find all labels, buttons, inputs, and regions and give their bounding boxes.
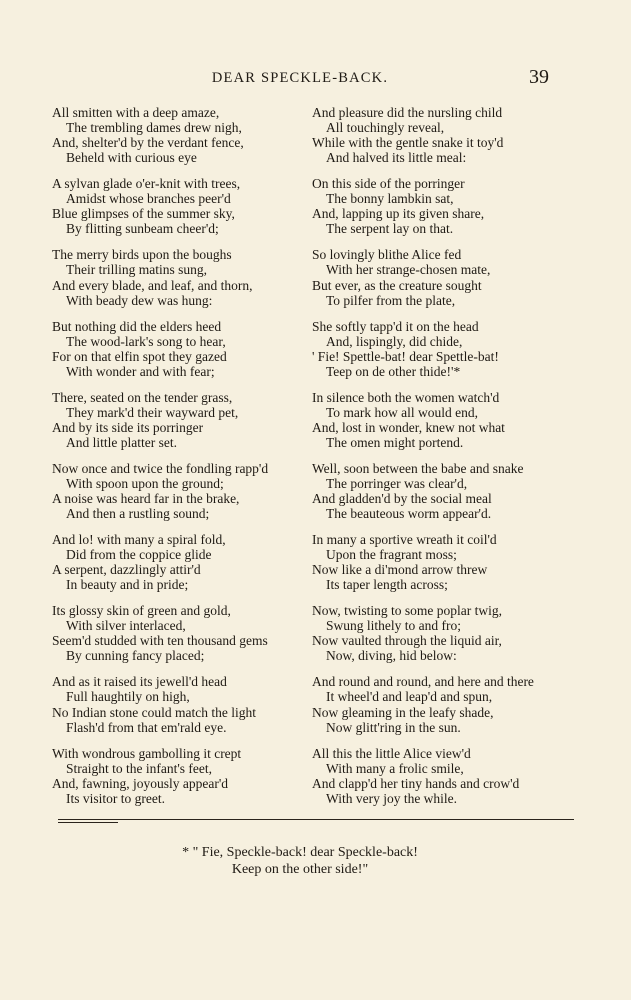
verse-line: To pilfer from the plate, (326, 292, 456, 308)
verse-line: Straight to the infant's feet, (66, 760, 213, 776)
verse-line: The bonny lambkin sat, (326, 191, 454, 207)
verse-line: Amidst whose branches peer'd (66, 191, 231, 207)
verse-line: All touchingly reveal, (326, 120, 445, 136)
verse-line: On this side of the porringer (312, 176, 465, 192)
verse-line: It wheel'd and leap'd and spun, (326, 689, 493, 705)
verse-line: With very joy the while. (326, 790, 458, 806)
verse-line: To mark how all would end, (326, 404, 479, 420)
verse-line: But nothing did the elders heed (52, 318, 222, 334)
verse-line: And by its side its porringer (52, 419, 204, 435)
verse-line: The trembling dames drew nigh, (66, 120, 242, 136)
running-header: DEAR SPECKLE-BACK. (211, 70, 389, 86)
verse-line: A sylvan glade o'er-knit with trees, (52, 176, 241, 192)
verse-line: They mark'd their wayward pet, (66, 404, 239, 420)
stanza (312, 247, 562, 307)
verse-line: Its glossy skin of green and gold, (52, 603, 231, 619)
verse-line: No Indian stone could match the light (52, 704, 256, 720)
right-column (312, 105, 562, 817)
verse-line: And lo! with many a spiral fold, (52, 532, 226, 548)
footnote-line: * " Fie, Speckle-back! dear Speckle-back! (182, 845, 418, 860)
stanza (52, 247, 302, 307)
stanza (312, 674, 562, 734)
verse-line: And clapp'd her tiny hands and crow'd (312, 775, 520, 791)
stanza (312, 319, 562, 379)
stanza (312, 532, 562, 592)
verse-line: With wondrous gambolling it crept (52, 745, 242, 761)
stanza (52, 319, 302, 379)
verse-line: All smitten with a deep amaze, (52, 105, 220, 120)
verse-line: Now gleaming in the leafy shade, (312, 704, 494, 720)
verse-line: The omen might portend. (326, 434, 464, 450)
stanza (312, 105, 562, 165)
verse-line: Well, soon between the babe and snake (312, 460, 524, 476)
verse-line: Beheld with curious eye (66, 150, 197, 166)
verse-line: The serpent lay on that. (326, 221, 454, 237)
verse-line: The beauteous worm appear'd. (326, 506, 492, 522)
stanza (52, 532, 302, 592)
verse-line: And little platter set. (66, 434, 177, 450)
stanza (52, 105, 302, 165)
verse-line: Blue glimpses of the summer sky, (52, 206, 235, 222)
verse-line: Now glitt'ring in the sun. (326, 719, 461, 735)
verse-line: The porringer was clear'd, (326, 475, 468, 491)
stanza (312, 176, 562, 236)
verse-line: And, lost in wonder, knew not what (312, 419, 505, 435)
verse-line: And, shelter'd by the verdant fence, (52, 135, 244, 151)
verse-line: Its taper length across; (326, 577, 448, 593)
verse-line: So lovingly blithe Alice fed (312, 247, 462, 263)
verse-line: Teep on de other thide!'* (326, 363, 461, 379)
verse-line: With her strange-chosen mate, (326, 262, 491, 278)
verse-line: And pleasure did the nursling child (312, 105, 503, 120)
left-column (52, 105, 302, 817)
verse-line: With beady dew was hung: (66, 292, 213, 308)
verse-line: All this the little Alice view'd (312, 745, 471, 761)
stanza (52, 461, 302, 521)
verse-line: There, seated on the tender grass, (52, 389, 233, 405)
verse-line: In beauty and in pride; (66, 577, 189, 593)
stanza (52, 176, 302, 236)
verse-line: With spoon upon the ground; (66, 475, 224, 491)
verse-line: Flash'd from that em'rald eye. (66, 719, 227, 735)
verse-line: Its visitor to greet. (66, 790, 165, 806)
verse-line: Now, diving, hid below: (326, 648, 457, 664)
stanza (52, 390, 302, 450)
stanza (312, 603, 562, 663)
verse-line: The wood-lark's song to hear, (66, 333, 226, 349)
verse-line: Their trilling matins sung, (66, 262, 207, 278)
stanza (312, 461, 562, 521)
footnote (0, 844, 600, 878)
footnote-line: Keep on the other side!" (231, 862, 369, 877)
verse-line: And gladden'd by the social meal (312, 491, 492, 507)
verse-line: ' Fie! Spettle-bat! dear Spettle-bat! (312, 348, 499, 364)
verse-line: In many a sportive wreath it coil'd (312, 532, 497, 548)
stanza (312, 746, 562, 806)
verse-line: By flitting sunbeam cheer'd; (66, 221, 219, 237)
page-number: 39 (529, 66, 549, 88)
footnote-rule-short (58, 822, 118, 823)
verse-line: Swung lithely to and fro; (326, 618, 461, 634)
verse-line: In silence both the women watch'd (312, 389, 500, 405)
verse-line: Full haughtily on high, (66, 689, 190, 705)
verse-line: With many a frolic smile, (326, 760, 464, 776)
verse-line: And every blade, and leaf, and thorn, (52, 277, 253, 293)
verse-line: And, fawning, joyously appear'd (52, 775, 229, 791)
stanza (52, 603, 302, 663)
footnote-rule (58, 819, 574, 820)
verse-line: Now once and twice the fondling rapp'd (52, 460, 269, 476)
verse-line: And, lapping up its given share, (312, 206, 485, 222)
verse-line: Seem'd studded with ten thousand gems (52, 633, 268, 649)
verse-line: She softly tapp'd it on the head (312, 318, 479, 334)
verse-line: And as it raised its jewell'd head (52, 674, 227, 690)
verse-line: And, lispingly, did chide, (326, 333, 463, 349)
verse-line: Did from the coppice glide (66, 547, 212, 563)
verse-line: A serpent, dazzlingly attir'd (52, 562, 201, 578)
verse-line: And round and round, and here and there (312, 674, 534, 690)
verse-line: But ever, as the creature sought (312, 277, 482, 293)
verse-line: While with the gentle snake it toy'd (312, 135, 504, 151)
verse-line: A noise was heard far in the brake, (52, 491, 240, 507)
verse-line: Now vaulted through the liquid air, (312, 633, 502, 649)
verse-line: With wonder and with fear; (66, 363, 215, 379)
verse-line: Now like a di'mond arrow threw (312, 562, 488, 578)
stanza (312, 390, 562, 450)
verse-line: And halved its little meal: (326, 150, 467, 166)
verse-line: And then a rustling sound; (66, 506, 210, 522)
verse-line: By cunning fancy placed; (66, 648, 205, 664)
verse-line: Upon the fragrant moss; (326, 547, 457, 563)
verse-line: With silver interlaced, (66, 618, 186, 634)
verse-line: Now, twisting to some poplar twig, (312, 603, 502, 619)
stanza (52, 746, 302, 806)
verse-line: The merry birds upon the boughs (52, 247, 232, 263)
verse-line: For on that elfin spot they gazed (52, 348, 227, 364)
stanza (52, 674, 302, 734)
